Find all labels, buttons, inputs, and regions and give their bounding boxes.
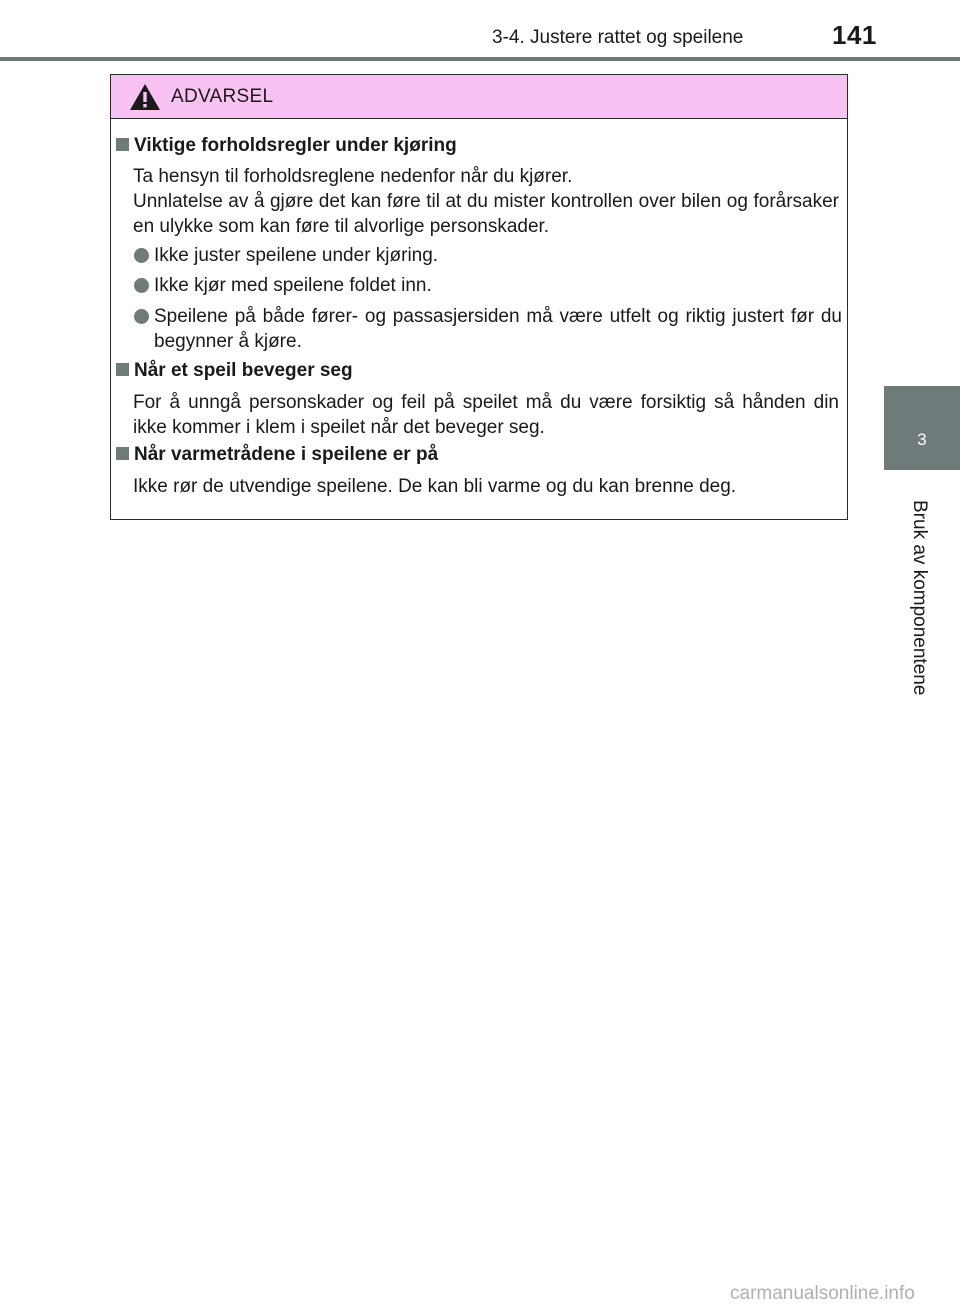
list-item <box>134 273 842 298</box>
list-item-text: Ikke kjør med speilene foldet inn. <box>154 275 432 296</box>
page-number: 141 <box>832 20 877 50</box>
warning-label: ADVARSEL <box>171 86 274 107</box>
paragraph: Unnlatelse av å gjøre det kan føre til at du mister kontrollen over bilen og forårsaker en ulykke som kan føre til alvorlige personskader. <box>133 191 839 237</box>
list-item-text: Speilene på både fører- og passasjersiden må være utfelt og riktig justert før du begynner å kjøre. <box>154 306 842 352</box>
list-item <box>134 243 842 268</box>
chapter-label: Bruk av komponentene <box>909 500 930 696</box>
paragraph: Ikke rør de utvendige speilene. De kan bli varme og du kan brenne deg. <box>133 476 737 497</box>
warning-header <box>111 75 847 119</box>
square-bullet-icon <box>116 363 129 376</box>
section-heading <box>116 360 353 382</box>
round-bullet-icon <box>134 309 149 324</box>
section-heading <box>116 444 438 466</box>
warning-triangle-icon <box>129 83 161 111</box>
paragraph: Ta hensyn til forholdsreglene nedenfor når du kjører. <box>133 166 573 187</box>
list-item <box>134 304 842 354</box>
section-heading-text: Når et speil beveger seg <box>134 360 353 381</box>
round-bullet-icon <box>134 278 149 293</box>
round-bullet-icon <box>134 248 149 263</box>
chapter-label-strip <box>882 470 960 1220</box>
header-rule <box>0 57 960 61</box>
warning-box <box>110 74 848 520</box>
square-bullet-icon <box>116 138 129 151</box>
chapter-number: 3 <box>917 430 927 449</box>
section-heading-text: Viktige forholdsregler under kjøring <box>134 135 457 156</box>
chapter-tab <box>884 386 960 470</box>
list-item-text: Ikke juster speilene under kjøring. <box>154 245 439 266</box>
footer-watermark: carmanualsonline.info <box>730 1283 915 1304</box>
paragraph: For å unngå personskader og feil på speilet må du være forsiktig så hånden din ikke kommer i klem i speilet når det beveger seg. <box>133 392 839 438</box>
section-heading <box>116 135 457 157</box>
square-bullet-icon <box>116 447 129 460</box>
section-title: 3-4. Justere rattet og speilene <box>492 27 744 48</box>
section-heading-text: Når varmetrådene i speilene er på <box>134 444 439 465</box>
